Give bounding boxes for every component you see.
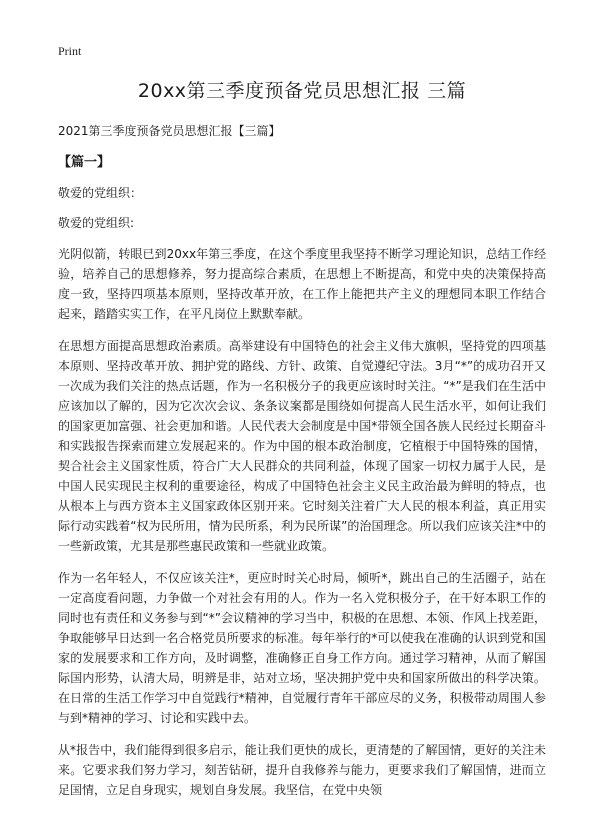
greeting-line-2: 敬爱的党组织:: [58, 216, 135, 230]
body-paragraph-2: 在思想方面提高思想政治素质。高举建设有中国特色的社会主义伟大旗帜，坚持党的四项基本原则、坚持改革开放、拥护党的路线、方针、政策、自觉遵纪守法。3月“*”的成功召开又一次成为我们关注的热点话题，作为一名积极分子的我更应该时时关注。“*”是我们在生活中应该加以了解的，因为它次次会议、条条议案都是围绕如何提高人民生活水平，如何让我们的国家更加富强、社会更加和谐。人民代表大会制度是中国*带领全国各族人民经过长期奋斗和实践报告探索而建立发展起来的。作为中国的根本政治制度，它植根于中国特殊的国情，契合社会主义国家性质，符合广大人民群众的共同利益，体现了国家一切权力属于人民，是中国人民实现民主权利的重要途径，构成了中国特色社会主义民主政治最为鲜明的特点，也从根本上与西方资本主义国家政体区别开来。它时刻关注着广大人民的根本利益，真正用实际行动实践着“权为民所用，情为民所系，利为民所谋”的治国理念。所以我们应该关注*中的一些新政策，尤其是那些惠民政策和一些就业政策。: [58, 339, 546, 553]
print-link[interactable]: Print: [58, 44, 82, 58]
greeting-line-1: 敬爱的党组织：: [58, 186, 143, 200]
document-title: 20xx第三季度预备党员思想汇报 三篇: [137, 80, 467, 102]
section-heading: 【篇一】: [58, 155, 111, 170]
document-subtitle: 2021第三季度预备党员思想汇报【三篇】: [58, 124, 281, 138]
body-paragraph-4: 从*报告中，我们能得到很多启示，能让我们更快的成长，更清楚的了解国情，更好的关注未来。它要求我们努力学习，刻苦钻研，提升自我修养与能力，更要求我们了解国情，进而立足国情，立足自身现实，规划自身发展。我坚信，在党中央领: [58, 743, 546, 797]
document-page: [58, 76, 546, 812]
body-paragraph-3: 作为一名年轻人，不仅应该关注*，更应时时关心时局，倾听*，跳出自己的生活圈子，站在一定高度看问题，力争做一个对社会有用的人。作为一名入党积极分子，在干好本职工作的同时也有责任和义务参与到“*”会议精神的学习当中，积极的在思想、本领、作风上找差距，争取能够早日达到一名合格党员所要求的标准。每年举行的*可以使我在准确的认识到党和国家的发展要求和工作方向，及时调整，准确修正自身工作方向。通过学习精神，从而了解国际国内形势，认清大局，明辨是非，站对立场，坚决拥护党中央和国家所做出的科学决策。在日常的生活工作学习中自觉践行*精神，自觉履行青年干部应尽的义务，积极带动周围人参与到*精神的学习、讨论和实践中去。: [58, 571, 546, 725]
body-paragraph-1: 光阴似箭，转眼已到20xx年第三季度，在这个季度里我坚持不断学习理论知识，总结工作经验，培养自己的思想修养，努力提高综合素质，在思想上不断提高，和党中央的决策保持高度一致，坚持四项基本原则，坚持改革开放，在工作上能把共产主义的理想同本职工作结合起来，踏踏实实工作，在平凡岗位上默默奉献。: [58, 247, 546, 321]
